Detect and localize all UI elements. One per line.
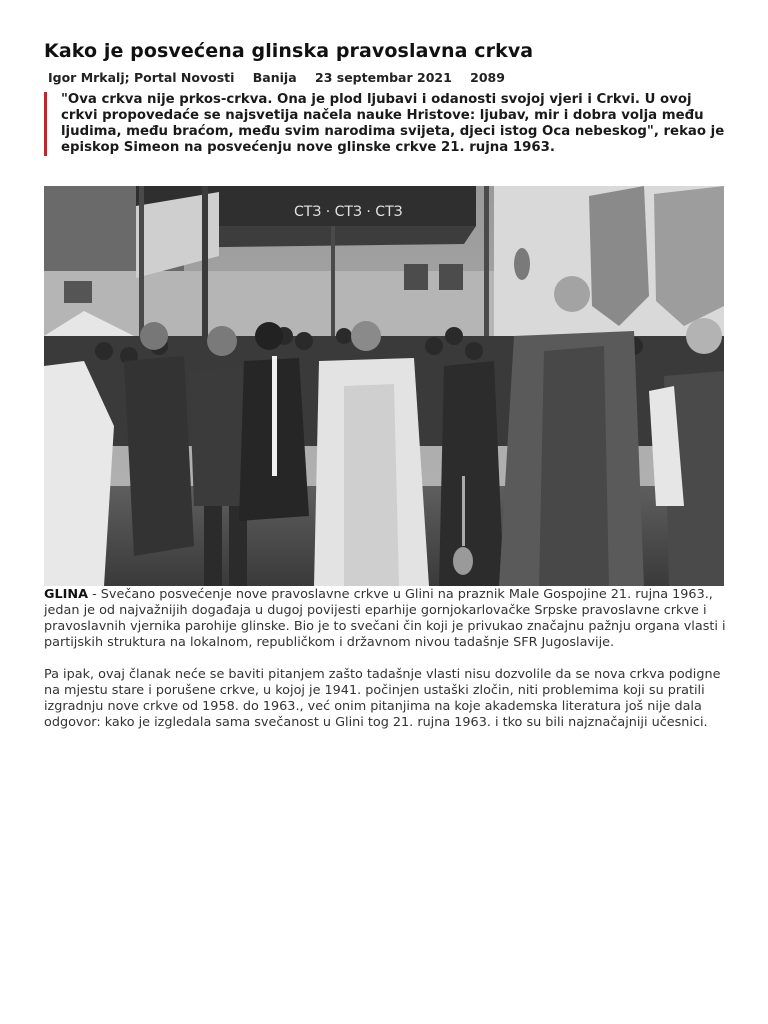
- article-title: Kako je posvećena glinska pravoslavna crkva: [44, 40, 534, 62]
- dateline-place: GLINA: [44, 587, 89, 602]
- body-paragraph-2: Pa ipak, ovaj članak neće se baviti pitanjem zašto tadašnje vlasti nisu dozvolile da se nova crkva podigne na mjestu stare i porušene crkve, u kojoj je 1941. počinjen ustaški zločin, niti problemima koji su pratili izgradnju nove crkve od 1958. do 1963., već onim pitanjima na koje akademska literatura još nije dala odgovor: kako je izgledala sama svečanost u Glini tog 21. rujna 1963. i tko su bili najznačajniji učesnici.: [44, 667, 721, 730]
- banner-text: СТЗ · СТЗ · СТЗ: [294, 204, 403, 220]
- region: Banija: [252, 70, 297, 85]
- author: Igor Mrkalj; Portal Novosti: [48, 70, 235, 85]
- procession-photo-illustration: [44, 186, 724, 586]
- lead-quote: "Ova crkva nije prkos-crkva. Ona je plod ljubavi i odanosti svojoj vjeri i Crkvi. U ovoj crkvi propovedaće se najsvetija načela nauke Hristove: ljubav, mir i dobra volja među ljudima, među braćom, među svim narodima svijeta, djeci istog Oca nebeskog", rekao je episkop Simeon na posvećenju nove glinske crkve 21. rujna 1963.: [44, 92, 728, 156]
- view-count: 2089: [470, 70, 505, 85]
- article-meta: [48, 70, 519, 85]
- article-photo: [44, 186, 724, 586]
- body-paragraph-1: [44, 587, 728, 651]
- publish-date: 23 septembar 2021: [315, 70, 452, 85]
- paragraph-1-text: - Svečano posvećenje nove pravoslavne crkve u Glini na praznik Male Gospojine 21. rujna 1963., jedan je od najvažnijih događaja u dugoj povijesti eparhije gornjokarlovačke Srpske pravoslavne crkve i pravoslavnih vjernika parohije glinske. Bio je to svečani čin koji je privukao značajnu pažnju organa vlasti i partijskih struktura na lokalnom, republičkom i državnom nivou tadašnje SFR Jugoslavije.: [44, 587, 726, 650]
- article-body: [44, 587, 728, 747]
